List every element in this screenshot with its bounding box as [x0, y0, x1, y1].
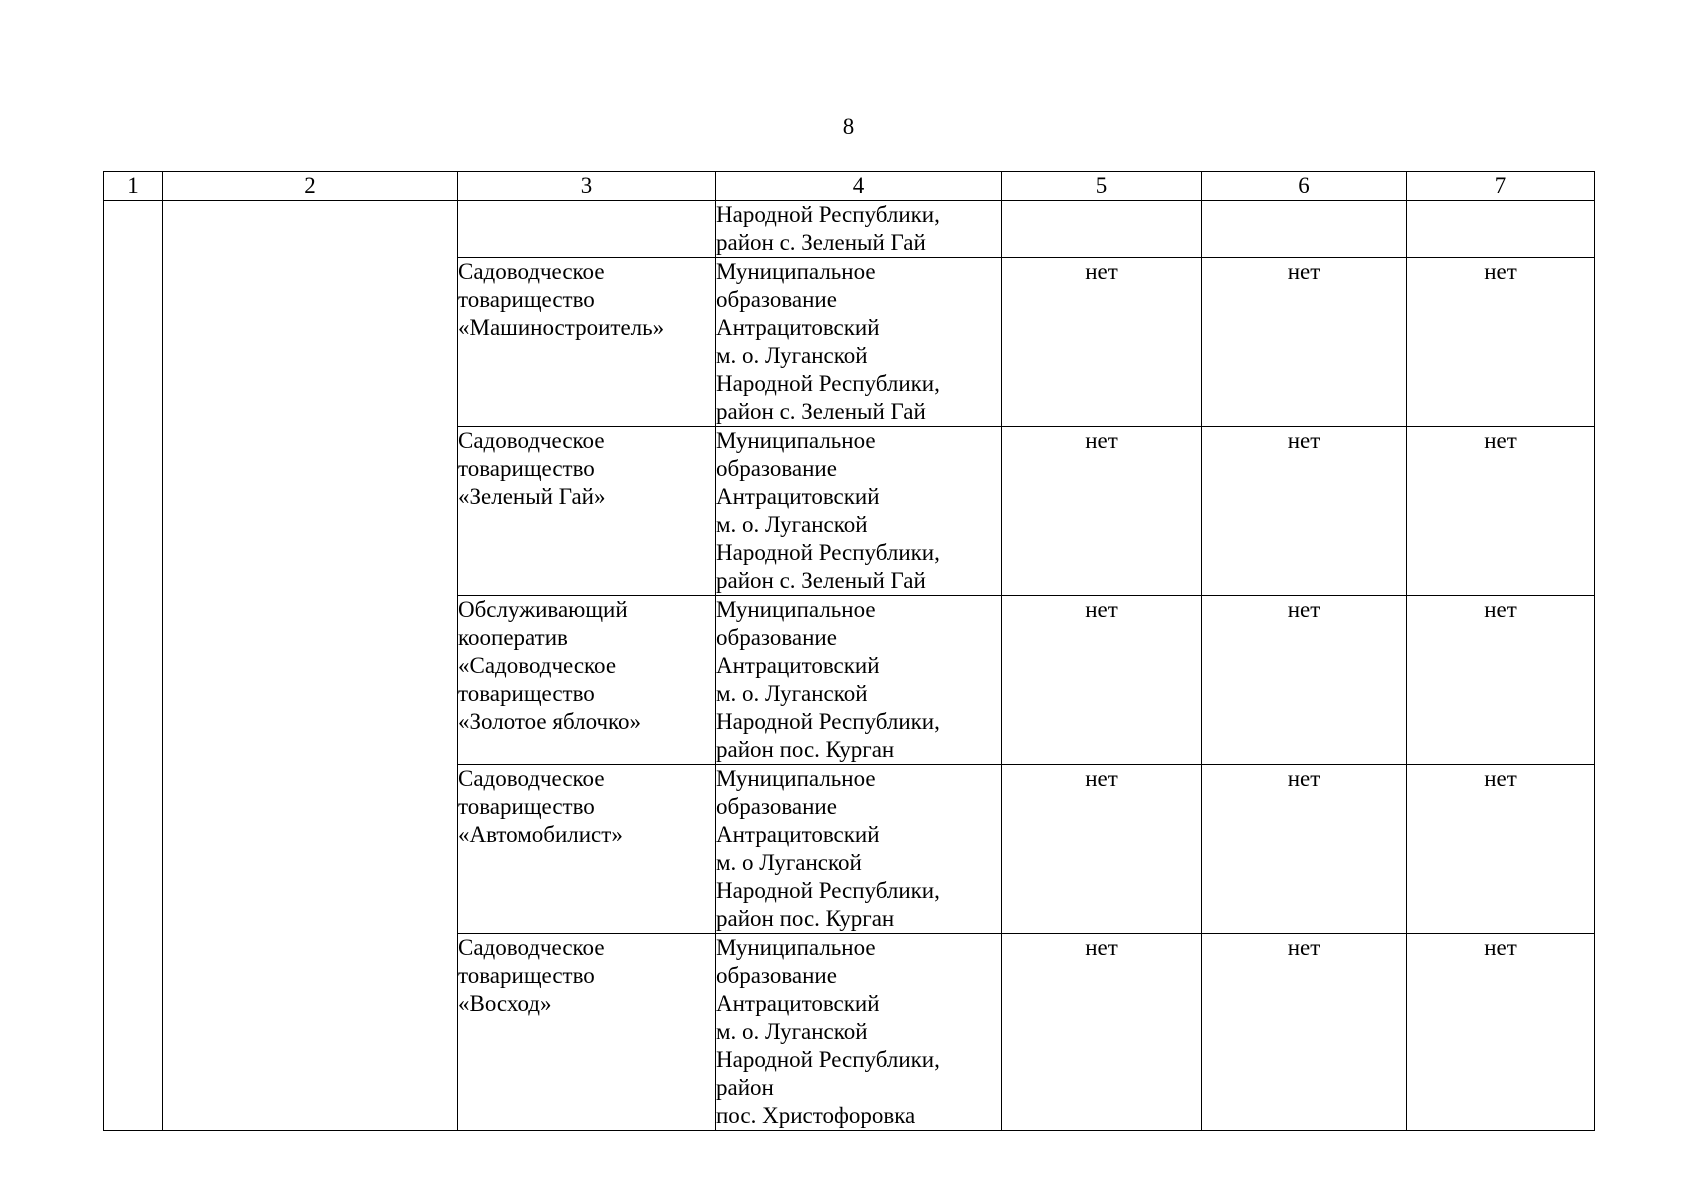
address-line: м. о. Луганской: [716, 1019, 868, 1044]
address-line: Антрацитовский: [716, 484, 880, 509]
address-line: Муниципальное: [716, 597, 876, 622]
cell-col2-empty: [163, 201, 458, 1131]
cell-col6: нет: [1202, 765, 1407, 934]
address-line: район с. Зеленый Гай: [716, 568, 926, 593]
address-line: м. о. Луганской: [716, 512, 868, 537]
name-line: товарищество: [458, 794, 595, 819]
address-line: Муниципальное: [716, 766, 876, 791]
cell-col7: нет: [1407, 934, 1595, 1131]
column-header: 7: [1407, 172, 1595, 201]
address-line: Муниципальное: [716, 259, 876, 284]
name-line: «Машиностроитель»: [458, 315, 665, 340]
address-line: Народной Республики,: [716, 202, 940, 227]
column-header: 4: [716, 172, 1002, 201]
cell-col7: нет: [1407, 596, 1595, 765]
cell-col5: нет: [1002, 934, 1202, 1131]
name-line: «Золотое яблочко»: [458, 709, 642, 734]
name-line: «Восход»: [458, 991, 552, 1016]
address-line: м. о Луганской: [716, 850, 862, 875]
address-line: Антрацитовский: [716, 653, 880, 678]
header-row: [104, 172, 1595, 201]
name-line: Садоводческое: [458, 766, 605, 791]
cell-name: [458, 765, 716, 934]
column-header: 1: [104, 172, 163, 201]
cell-address: [716, 258, 1002, 427]
cell-name: [458, 934, 716, 1131]
cell-col7: нет: [1407, 427, 1595, 596]
column-header: 6: [1202, 172, 1407, 201]
name-line: товарищество: [458, 681, 595, 706]
cell-col6: нет: [1202, 596, 1407, 765]
cell-col6: нет: [1202, 427, 1407, 596]
name-line: «Зеленый Гай»: [458, 484, 606, 509]
cell-address: [716, 934, 1002, 1131]
address-line: Народной Республики,: [716, 878, 940, 903]
address-line: Антрацитовский: [716, 822, 880, 847]
address-line: район с. Зеленый Гай: [716, 399, 926, 424]
address-line: м. о. Луганской: [716, 681, 868, 706]
address-line: образование: [716, 794, 837, 819]
address-line: Антрацитовский: [716, 991, 880, 1016]
data-table: [103, 171, 1595, 1131]
name-line: Садоводческое: [458, 428, 605, 453]
name-line: кооператив: [458, 625, 568, 650]
cell-col5: нет: [1002, 427, 1202, 596]
table-row: [104, 201, 1595, 258]
cell-name: [458, 201, 716, 258]
cell-col5: нет: [1002, 596, 1202, 765]
address-line: образование: [716, 287, 837, 312]
name-line: товарищество: [458, 456, 595, 481]
cell-col7: нет: [1407, 765, 1595, 934]
cell-address: [716, 765, 1002, 934]
cell-col6: нет: [1202, 258, 1407, 427]
address-line: Антрацитовский: [716, 315, 880, 340]
cell-col5: нет: [1002, 765, 1202, 934]
page-number: 8: [842, 114, 855, 139]
address-line: Народной Республики,: [716, 540, 940, 565]
cell-address: [716, 596, 1002, 765]
address-line: район: [716, 1075, 774, 1100]
address-line: Муниципальное: [716, 935, 876, 960]
address-line: образование: [716, 963, 837, 988]
column-header: 3: [458, 172, 716, 201]
column-header: 5: [1002, 172, 1202, 201]
name-line: Обслуживающий: [458, 597, 628, 622]
address-line: Народной Республики,: [716, 371, 940, 396]
name-line: товарищество: [458, 287, 595, 312]
cell-name: [458, 258, 716, 427]
name-line: «Садоводческое: [458, 653, 617, 678]
cell-address: [716, 427, 1002, 596]
cell-address: [716, 201, 1002, 258]
cell-col5: нет: [1002, 258, 1202, 427]
cell-col6: нет: [1202, 934, 1407, 1131]
address-line: Муниципальное: [716, 428, 876, 453]
cell-col7: нет: [1407, 258, 1595, 427]
cell-col1-empty: [104, 201, 163, 1131]
cell-col7: [1407, 201, 1595, 258]
address-line: район с. Зеленый Гай: [716, 230, 926, 255]
name-line: Садоводческое: [458, 259, 605, 284]
address-line: район пос. Курган: [716, 737, 895, 762]
address-line: образование: [716, 625, 837, 650]
cell-name: [458, 427, 716, 596]
address-line: Народной Республики,: [716, 709, 940, 734]
address-line: м. о. Луганской: [716, 343, 868, 368]
address-line: район пос. Курган: [716, 906, 895, 931]
name-line: Садоводческое: [458, 935, 605, 960]
address-line: Народной Республики,: [716, 1047, 940, 1072]
name-line: «Автомобилист»: [458, 822, 623, 847]
cell-col5: [1002, 201, 1202, 258]
column-header: 2: [163, 172, 458, 201]
address-line: пос. Христофоровка: [716, 1103, 916, 1128]
cell-name: [458, 596, 716, 765]
name-line: товарищество: [458, 963, 595, 988]
address-line: образование: [716, 456, 837, 481]
cell-col6: [1202, 201, 1407, 258]
